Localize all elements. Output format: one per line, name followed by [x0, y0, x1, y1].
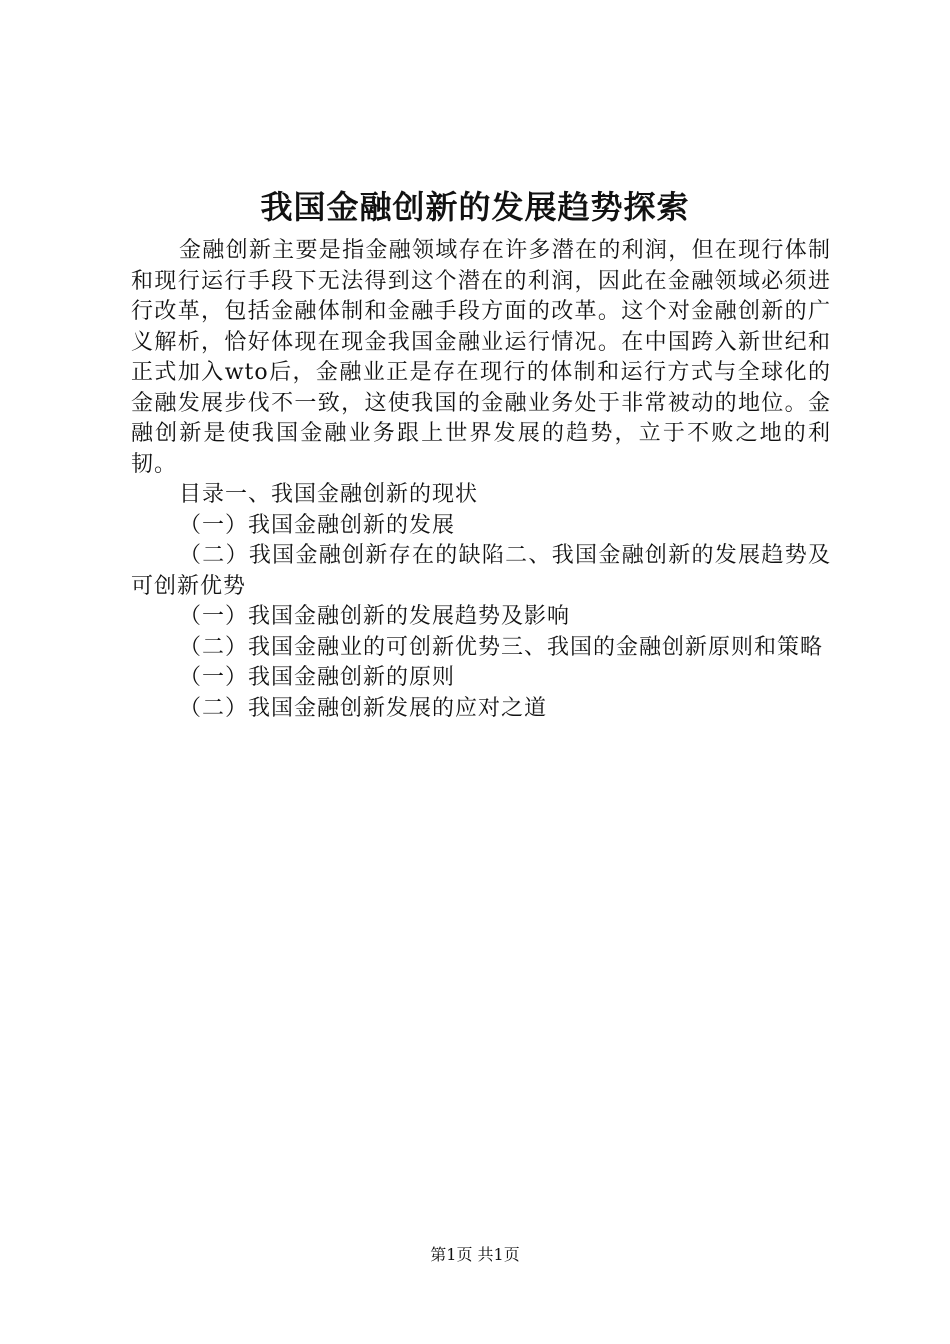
toc-item: （一）我国金融创新的发展趋势及影响: [179, 604, 571, 629]
toc-item: （二）我国金融业的可创新优势三、我国的金融创新原则和策略: [179, 634, 824, 660]
document-body: [131, 236, 831, 724]
toc-heading: 目录一、我国金融创新的现状: [179, 482, 479, 507]
page-footer: 第1页 共1页: [430, 1245, 520, 1264]
toc-item: （二）我国金融创新存在的缺陷二、我国金融创新的发展趋势及可创新优势: [131, 543, 831, 599]
toc-item: （一）我国金融创新的发展: [179, 512, 456, 538]
body-paragraph-intro: 金融创新主要是指金融领域存在许多潜在的利润，但在现行体制和现行运行手段下无法得到这个潜在的利润，因此在金融领域必须进行改革，包括金融体制和金融手段方面的改革。这个对金融创新的广义解析，恰好体现在现金我国金融业运行情况。在中国跨入新世纪和正式加入wto后，金融业正是存在现行的体制和运行方式与全球化的金融发展步伐不一致，这使我国的金融业务处于非常被动的地位。金融创新是使我国金融业务跟上世界发展的趋势，立于不败之地的利韧。: [131, 238, 831, 477]
toc-item: （一）我国金融创新的原则: [179, 665, 456, 690]
toc-item: （二）我国金融创新发展的应对之道: [179, 695, 548, 721]
document-title: 我国金融创新的发展趋势探索: [260, 188, 690, 226]
